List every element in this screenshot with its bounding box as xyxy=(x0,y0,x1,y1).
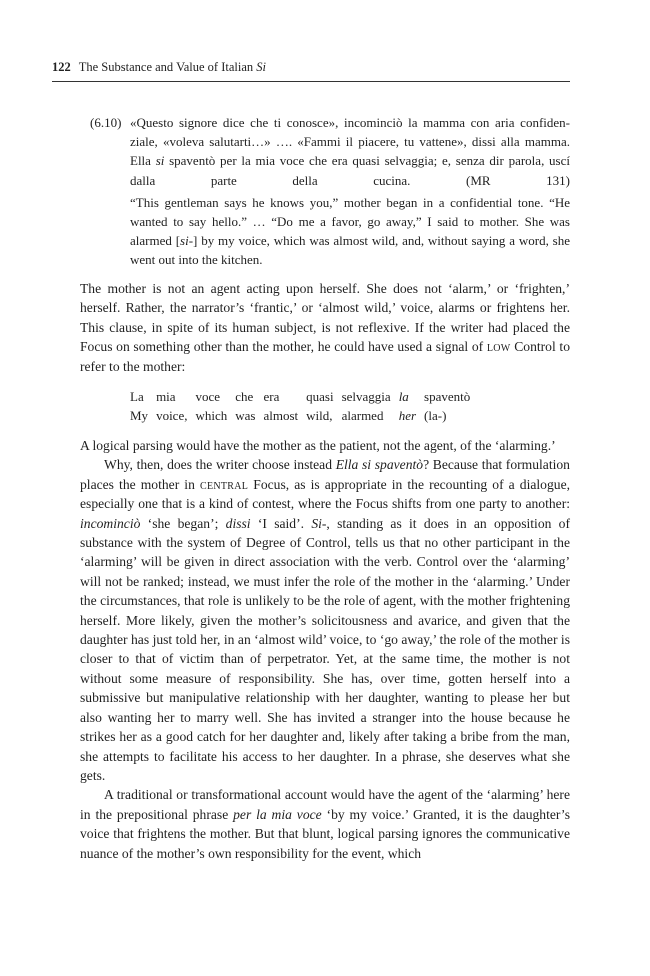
italian-line-2: ziale, «voleva salutarti…» …. «Fammi il piacere, tu vattene», dissi alla mamma. xyxy=(130,134,570,150)
gloss-word: che xyxy=(235,389,254,404)
translation-start: “This gentleman says he knows you,” mother began in a confidential tone. “He wanted to say hello.” … “Do me a favor, go away,” I said to mother. She was alarmed [ xyxy=(130,194,570,249)
example-6-10 xyxy=(90,113,570,270)
gloss-word: selvaggia xyxy=(341,389,391,404)
gloss-word: wild, xyxy=(306,408,333,423)
small-caps-low: low xyxy=(486,339,511,355)
header-rule xyxy=(52,81,570,82)
body-paragraph-1-block xyxy=(80,279,570,376)
translation xyxy=(130,193,570,270)
p3-italic-dissi: dissi xyxy=(225,515,251,531)
p3-text-d: ‘she began’; xyxy=(140,515,226,531)
italian-line-3-start: Ella xyxy=(130,153,156,169)
gloss-english-row xyxy=(130,406,478,425)
translation-si: si xyxy=(180,233,189,249)
italian-line-4-text: dalla parte della cucina. xyxy=(130,172,411,188)
running-head-title-italic: Si xyxy=(256,60,266,74)
p4-text-a: A traditional or transformational account would have the agent of the ‘alarming’ here in the prepositional phrase xyxy=(80,787,570,822)
gloss-word: voce xyxy=(195,389,221,404)
italian-line-3-end: spaventò per la mia voce che era quasi selvaggia; e, senza dir parola, uscí xyxy=(164,153,570,169)
gloss-word: almost xyxy=(263,408,299,423)
example-body xyxy=(130,113,570,270)
paragraph-2: A logical parsing would have the mother as the patient, not the agent, of the ‘alarming.’ xyxy=(80,438,556,453)
gloss-word: La xyxy=(130,389,144,404)
p3-text-c: Focus, as is appropriate in the recounting of a dialogue, especially one that is a kind of contest, where the Focus shifts from one party to another: xyxy=(80,476,570,512)
p3-italic-ella: Ella si spaventò xyxy=(335,457,424,473)
small-caps-central: central xyxy=(199,476,249,492)
example-number: (6.10) xyxy=(90,115,122,130)
body-main-block xyxy=(80,436,570,863)
gloss-word-italic: her xyxy=(398,408,417,423)
gloss-word: which xyxy=(195,408,228,423)
gloss-word: was xyxy=(235,408,256,423)
source-citation: (MR 131) xyxy=(466,172,571,188)
gloss-word: quasi xyxy=(306,389,334,404)
p4-text-b: ‘by my voice.’ Granted, it is the daughter’s voice that frightens the mother. But that blunt, logical parsing ignores the communicative nuance of the mother’s own responsibility for the event, which xyxy=(80,806,570,861)
p3-italic-incomincio: incominciò xyxy=(80,515,141,531)
page-number: 122 xyxy=(52,60,71,74)
italian-line-3 xyxy=(130,151,570,170)
p3-text-f: -, standing as it does in an opposition of substance with the system of Degree of Control, tells us that no other participant in the ‘alarming’ will be given in direct association with the verb. Control over the ‘alarming’ will not be ranked; instead, we must infer the role of the mother in the ‘alarming.’ Under the circumstances, that role is unlikely to be the role of agent, with the mother frightening herself. More likely, given the mother’s solicitousness and avarice, and given that the daughter has just told her, in an ‘almost wild’ voice, to ‘go away,’ the role of the mother is closer to that of victim than of perpetrator. Yet, at the same time, the mother is not without some measure of responsibility. She has, over time, gotten herself into a submissive but manipulative relationship with her daughter, wanting to please her but also wanting her to marry well. She has invited a stranger into the house because he strikes her as a good catch for her daughter and, likely after taking a bribe from the man, she attempts to facilitate his access to her daughter. In a phrase, she deserves what she gets. xyxy=(80,515,571,783)
p3-italic-si: Si xyxy=(311,515,322,531)
paragraph-1 xyxy=(80,279,570,376)
italian-line-4 xyxy=(130,171,570,190)
italian-si: si xyxy=(155,153,165,169)
interlinear-gloss xyxy=(130,387,478,425)
gloss-word: voice, xyxy=(156,408,188,423)
p4-italic-per-la-mia-voce: per la mia voce xyxy=(233,806,322,822)
gloss-word xyxy=(399,406,424,425)
gloss-word: spaventò xyxy=(424,389,471,404)
gloss-word: My xyxy=(130,408,149,423)
gloss-word: era xyxy=(263,389,280,404)
translation-end: -] by my voice, which was almost wild, and, without saying a word, she went out into the kitchen. xyxy=(130,233,570,268)
gloss-word: (la-) xyxy=(424,408,447,423)
paragraph-4 xyxy=(80,785,570,863)
gloss-word-italic: la xyxy=(398,389,409,404)
running-head xyxy=(52,58,570,76)
paragraph-1-text-a: The mother is not an agent acting upon herself. She does not ‘alarm,’ or ‘frighten,’ herself. Rather, the narrator’s ‘frantic,’ or ‘almost wild,’ voice, alarms or frightens her. This clause, in spite of its human subject, is not reflexive. If the writer had placed the Focus on something other than the mother, he could have used a signal of xyxy=(80,281,570,355)
running-head-title: The Substance and Value of Italian xyxy=(78,60,257,74)
paragraph-3 xyxy=(80,455,570,785)
gloss-word xyxy=(399,387,424,406)
paragraph-1-text-b: Control to refer to the mother: xyxy=(80,339,570,374)
gloss-word: alarmed xyxy=(341,408,384,423)
p3-text-b: ? Because that formulation places the mother in xyxy=(80,457,570,492)
gloss-word: mia xyxy=(156,389,176,404)
p3-text-a: Why, then, does the writer choose instead xyxy=(104,457,336,473)
gloss-italian-row xyxy=(130,387,478,406)
italian-line-1: «Questo signore dice che ti conosce», incominciò la mamma con aria confiden- xyxy=(130,115,570,130)
p3-text-e: ‘I said’. xyxy=(250,515,312,531)
